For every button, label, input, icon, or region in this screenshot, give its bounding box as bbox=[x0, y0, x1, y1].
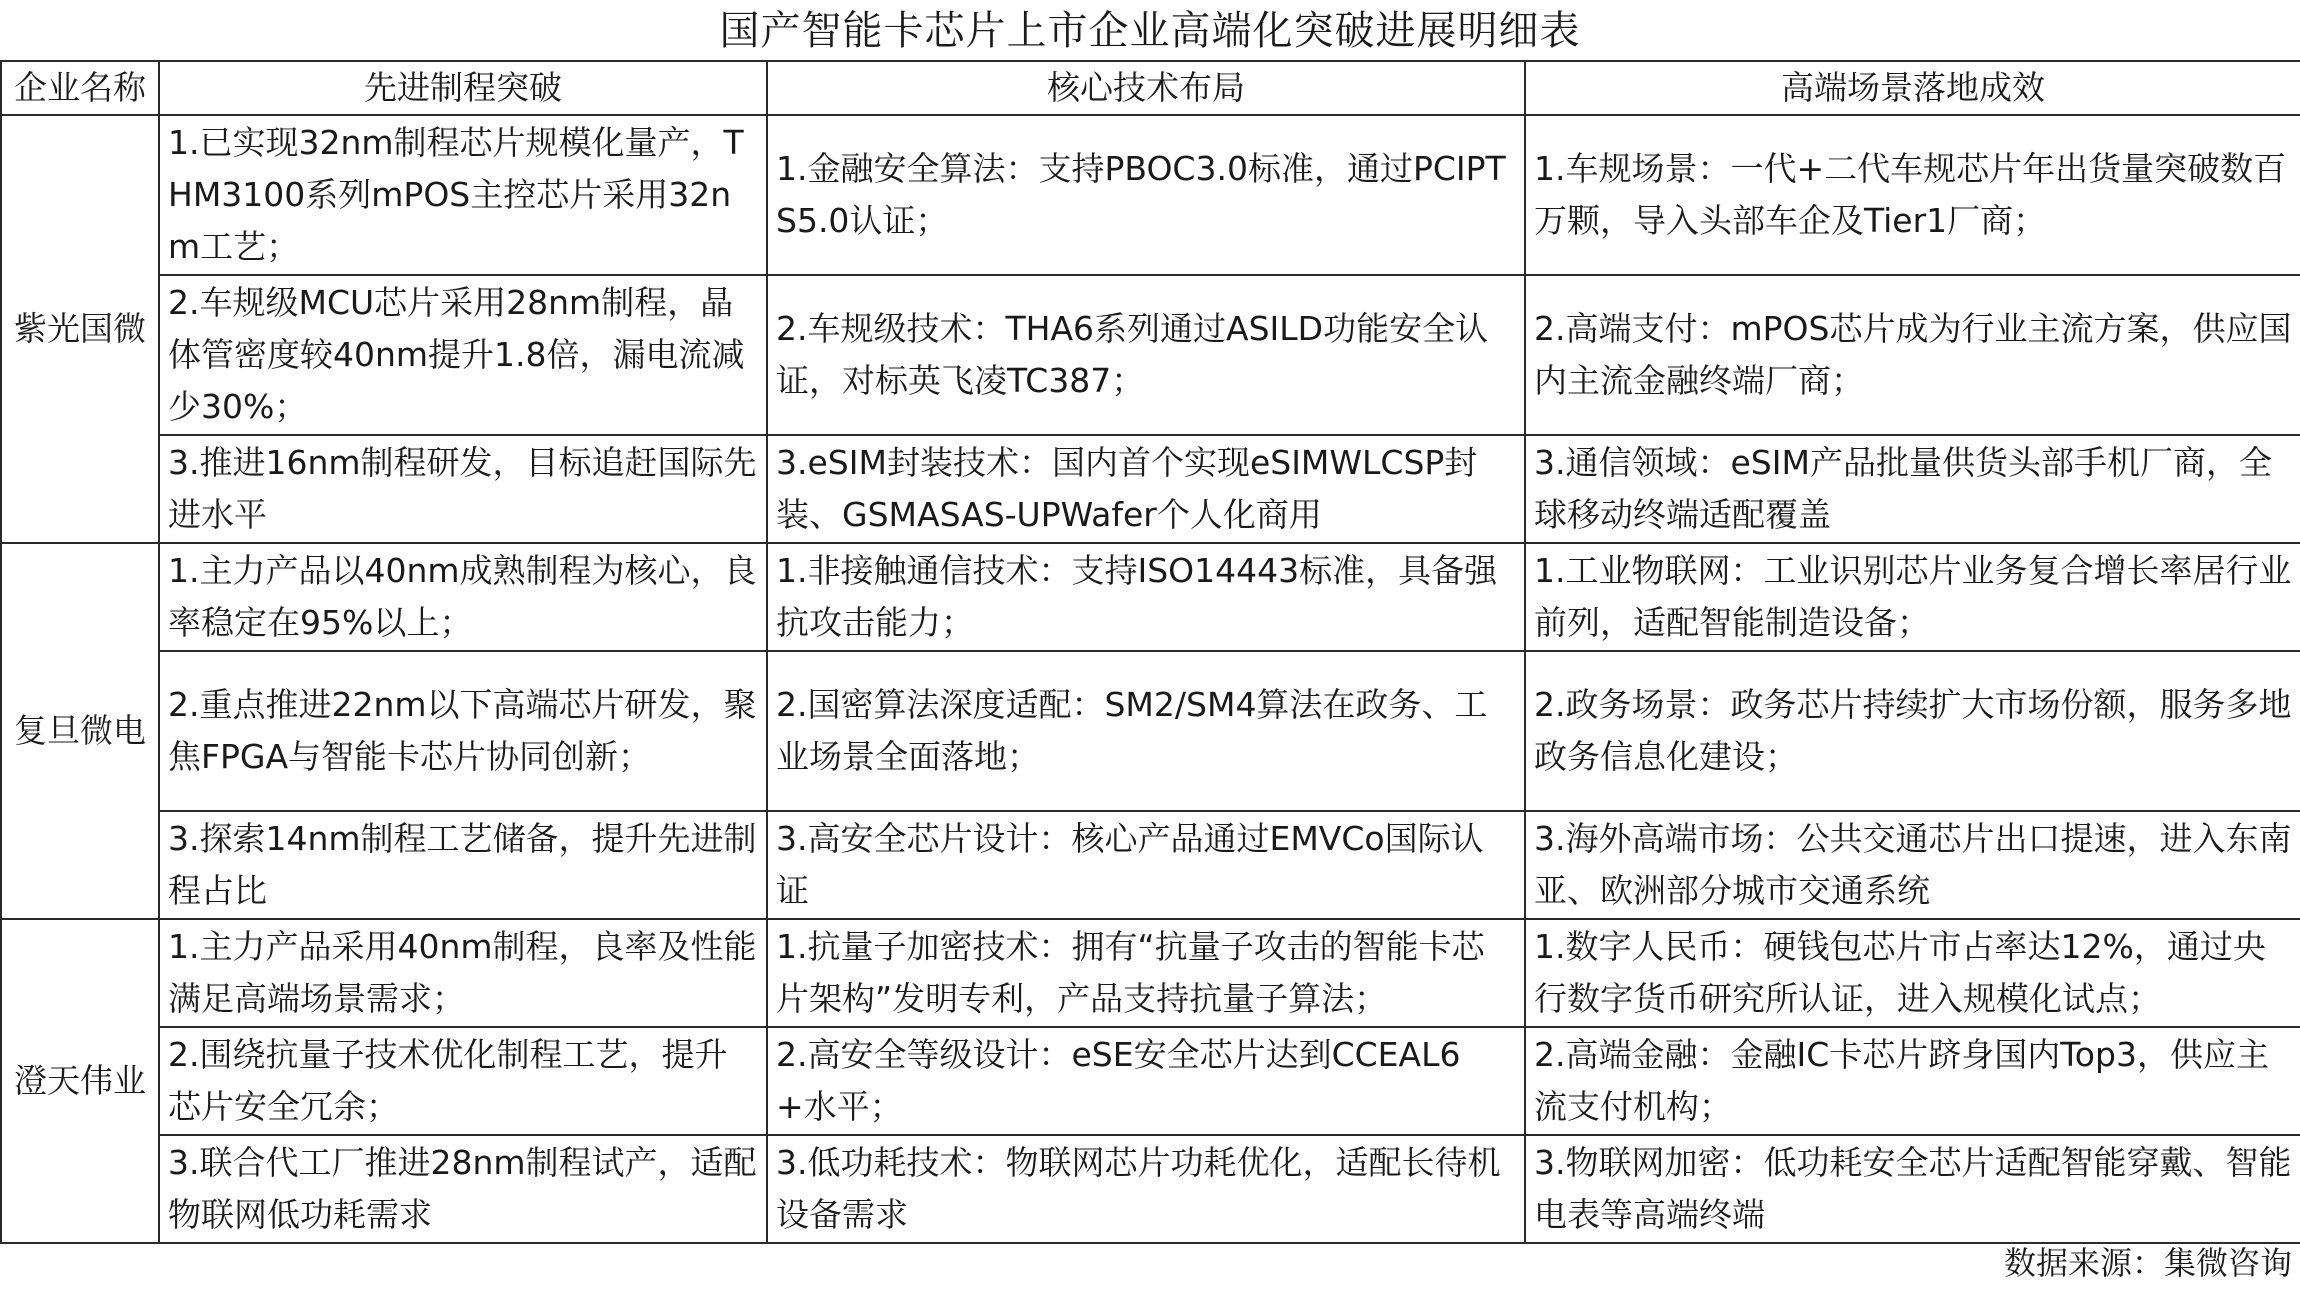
tech-cell: 2.国密算法深度适配：SM2/SM4算法在政务、工业场景全面落地； bbox=[767, 651, 1525, 811]
process-cell: 1.主力产品以40nm成熟制程为核心，良率稳定在95%以上； bbox=[159, 543, 767, 651]
tech-cell: 2.车规级技术：THA6系列通过ASILD功能安全认证，对标英飞凌TC387； bbox=[767, 275, 1525, 435]
tech-cell: 1.非接触通信技术：支持ISO14443标准，具备强抗攻击能力； bbox=[767, 543, 1525, 651]
tech-cell: 3.eSIM封装技术：国内首个实现eSIMWLCSP封装、GSMASAS-UPWafer个人化商用 bbox=[767, 435, 1525, 543]
header-row bbox=[1, 61, 2300, 115]
scene-cell: 2.高端支付：mPOS芯片成为行业主流方案，供应国内主流金融终端厂商； bbox=[1525, 275, 2300, 435]
table-row bbox=[1, 1027, 2300, 1135]
header-scene: 高端场景落地成效 bbox=[1525, 61, 2300, 115]
scene-cell: 2.高端金融：金融IC卡芯片跻身国内Top3，供应主流支付机构； bbox=[1525, 1027, 2300, 1135]
header-process: 先进制程突破 bbox=[159, 61, 767, 115]
company-name: 复旦微电 bbox=[1, 543, 159, 919]
table-row bbox=[1, 435, 2300, 543]
scene-cell: 3.物联网加密：低功耗安全芯片适配智能穿戴、智能电表等高端终端 bbox=[1525, 1135, 2300, 1243]
scene-cell: 3.通信领域：eSIM产品批量供货头部手机厂商，全球移动终端适配覆盖 bbox=[1525, 435, 2300, 543]
scene-cell: 3.海外高端市场：公共交通芯片出口提速，进入东南亚、欧洲部分城市交通系统 bbox=[1525, 811, 2300, 919]
process-cell: 1.主力产品采用40nm制程，良率及性能满足高端场景需求； bbox=[159, 919, 767, 1027]
process-cell: 3.联合代工厂推进28nm制程试产，适配物联网低功耗需求 bbox=[159, 1135, 767, 1243]
table-row bbox=[1, 919, 2300, 1027]
tech-cell: 3.高安全芯片设计：核心产品通过EMVCo国际认证 bbox=[767, 811, 1525, 919]
company-name: 澄天伟业 bbox=[1, 919, 159, 1243]
table-row bbox=[1, 1135, 2300, 1243]
header-company: 企业名称 bbox=[1, 61, 159, 115]
scene-cell: 1.数字人民币：硬钱包芯片市占率达12%，通过央行数字货币研究所认证，进入规模化试点； bbox=[1525, 919, 2300, 1027]
chip-progress-table bbox=[0, 60, 2300, 1244]
scene-cell: 1.车规场景：一代+二代车规芯片年出货量突破数百万颗，导入头部车企及Tier1厂商； bbox=[1525, 115, 2300, 275]
scene-cell: 2.政务场景：政务芯片持续扩大市场份额，服务多地政务信息化建设； bbox=[1525, 651, 2300, 811]
table-row bbox=[1, 811, 2300, 919]
table-row bbox=[1, 115, 2300, 275]
scene-cell: 1.工业物联网：工业识别芯片业务复合增长率居行业前列，适配智能制造设备； bbox=[1525, 543, 2300, 651]
process-cell: 3.推进16nm制程研发，目标追赶国际先进水平 bbox=[159, 435, 767, 543]
table-title: 国产智能卡芯片上市企业高端化突破进展明细表 bbox=[719, 8, 1581, 54]
tech-cell: 1.抗量子加密技术：拥有“抗量子攻击的智能卡芯片架构”发明专利，产品支持抗量子算法； bbox=[767, 919, 1525, 1027]
table-row bbox=[1, 543, 2300, 651]
process-cell: 1.已实现32nm制程芯片规模化量产，THM3100系列mPOS主控芯片采用32nm工艺； bbox=[159, 115, 767, 275]
table-row bbox=[1, 651, 2300, 811]
process-cell: 2.车规级MCU芯片采用28nm制程，晶体管密度较40nm提升1.8倍，漏电流减少30%； bbox=[159, 275, 767, 435]
data-source-note: 数据来源：集微咨询 bbox=[2003, 1244, 2292, 1282]
company-name: 紫光国微 bbox=[1, 115, 159, 543]
table-row bbox=[1, 275, 2300, 435]
header-tech: 核心技术布局 bbox=[767, 61, 1525, 115]
process-cell: 2.围绕抗量子技术优化制程工艺，提升芯片安全冗余； bbox=[159, 1027, 767, 1135]
process-cell: 3.探索14nm制程工艺储备，提升先进制程占比 bbox=[159, 811, 767, 919]
tech-cell: 1.金融安全算法：支持PBOC3.0标准，通过PCIPTS5.0认证； bbox=[767, 115, 1525, 275]
tech-cell: 3.低功耗技术：物联网芯片功耗优化，适配长待机设备需求 bbox=[767, 1135, 1525, 1243]
process-cell: 2.重点推进22nm以下高端芯片研发，聚焦FPGA与智能卡芯片协同创新； bbox=[159, 651, 767, 811]
tech-cell: 2.高安全等级设计：eSE安全芯片达到CCEAL6+水平； bbox=[767, 1027, 1525, 1135]
